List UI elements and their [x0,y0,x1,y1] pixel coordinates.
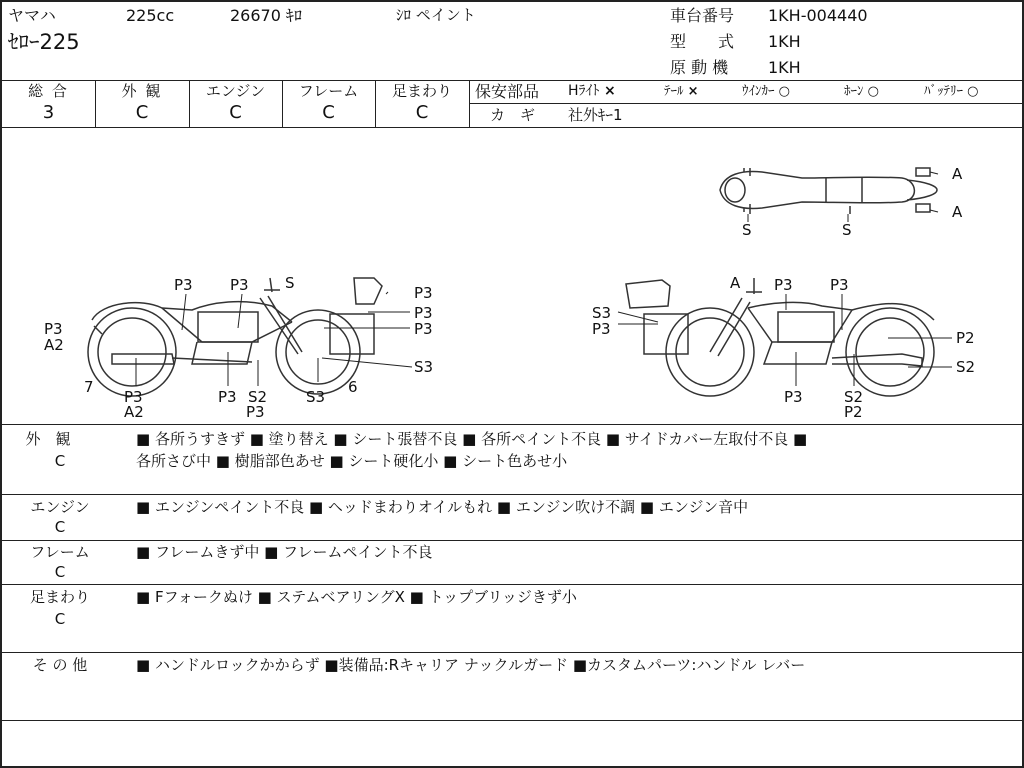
safety-item-tail: ﾃｰﾙ × [664,84,699,99]
section-label-frame: フレーム [30,543,90,561]
diagram-label: P3 [592,320,611,338]
grade-value: C [415,102,429,123]
grade-overall [2,80,95,127]
section-grade: C [54,518,66,536]
diagram-label: P3 [784,388,803,406]
grade-value: 3 [42,102,55,123]
section-label-other: そ の 他 [32,656,88,674]
grade-frame [282,80,375,127]
diagram-label: S3 [306,388,326,406]
diagram-label: P3 [774,276,793,294]
diagram-label: S2 [844,388,864,406]
engine-value: 1KH [768,58,801,77]
section-label-suspension: 足まわり [29,588,90,606]
mileage: 26670 ｷﾛ [230,6,302,25]
comment-line: 各所さび中 ■ 樹脂部色あせ ■ シート硬化小 ■ シート色あせ小 [136,452,568,470]
comment-line: ■ エンジンペイント不良 ■ ヘッドまわりオイルもれ ■ エンジン吹け不調 ■ エンジン音中 [136,498,749,516]
diagram-label: S [842,221,852,239]
type-label: 型 式 [670,32,735,51]
diagram-label: P3 [230,276,249,294]
grade-exterior [95,80,189,127]
grade-label: 足まわり [391,82,452,100]
comment-line: ■ フレームきず中 ■ フレームペイント不良 [136,543,433,561]
diagram-label: 6 [348,378,358,396]
diagram-label: P3 [174,276,193,294]
diagram-label: S [742,221,752,239]
left-side-bike [88,278,382,396]
safety-item-battery: ﾊﾞｯﾃﾘｰ ○ [924,84,979,99]
grade-value: C [322,102,335,123]
model-name: ｾﾛｰ225 [8,30,80,54]
section-body-frame [136,541,432,563]
diagram-label: P3 [830,276,849,294]
engine-label: 原 動 機 [670,58,729,77]
diagram-label: P3 [414,304,433,322]
grade-value: C [229,102,242,123]
section-label-engine: エンジン [30,498,90,516]
diagram-label: P3 [124,388,143,406]
diagram-label: S [285,274,295,292]
section-label-exterior: 外 観 [25,430,71,448]
divider [469,103,1022,104]
comment-line: ■ 各所うすきず ■ 塗り替え ■ シート張替不良 ■ 各所ペイント不良 ■ サイドカバー左取付不良 ■ [136,430,808,448]
diagram-label: A [952,165,963,183]
diagram-label: P3 [246,403,265,421]
diagram-label: A [730,274,741,292]
comment-line: ■ ハンドルロックかからず ■装備品:Rキャリア ナックルガード ■カスタムパーツ:ハンドル レバー [136,656,806,674]
diagram-label: A2 [44,336,64,354]
damage-diagram [2,128,1022,424]
diagram-label: A2 [124,403,144,421]
grade-label: エンジン [205,82,266,100]
section-body-exterior [136,428,807,472]
divider [2,584,1022,585]
divider [469,80,470,127]
grade-engine [189,80,282,127]
key-value: 社外ｷｰ1 [568,106,623,124]
body-color: ｼﾛ ペイント [396,6,476,24]
grade-value: C [135,102,149,123]
diagram-label: A [952,203,963,221]
right-side-bike [626,278,934,396]
diagram-label: P3 [414,284,433,302]
diagram-label: P3 [44,320,63,338]
safety-label: 保安部品 [475,82,540,101]
section-grade: C [54,563,66,581]
diagram-label: P3 [218,388,237,406]
safety-item-headlight: Hﾗｲﾄ × [568,83,616,99]
section-grade: C [54,452,66,470]
divider [2,720,1022,721]
diagram-label: S3 [592,304,612,322]
section-body-engine [136,496,748,518]
key-label: カ ギ [490,106,536,124]
diagram-label: S3 [414,358,434,376]
type-value: 1KH [768,32,801,51]
safety-item-horn: ﾎｰﾝ ○ [844,84,879,99]
section-body-suspension [136,586,577,608]
displacement: 225cc [126,6,175,25]
diagram-label: P3 [414,320,433,338]
comment-line: ■ Fフォークぬけ ■ ステムベアリングX ■ トップブリッジきず小 [136,588,577,606]
diagram-label: P2 [956,329,975,347]
diagram-label: P2 [844,403,863,421]
grade-suspension [375,80,469,127]
diagram-label: 7 [84,378,94,396]
grade-label: フレーム [298,82,359,100]
diagram-label: S2 [956,358,976,376]
frame-no-label: 車台番号 [670,6,735,25]
diagram-label: S2 [248,388,268,406]
section-body-other [136,654,805,676]
grade-label: 外 観 [121,82,163,100]
safety-item-winker: ｳｲﾝｶｰ ○ [742,84,790,99]
divider [2,494,1022,495]
divider [2,652,1022,653]
divider [2,424,1022,425]
frame-no: 1KH-004440 [768,6,868,25]
grade-label: 総 合 [28,82,69,100]
section-grade: C [54,610,66,628]
maker: ヤマハ [8,6,56,25]
top-view-bike [720,168,937,214]
